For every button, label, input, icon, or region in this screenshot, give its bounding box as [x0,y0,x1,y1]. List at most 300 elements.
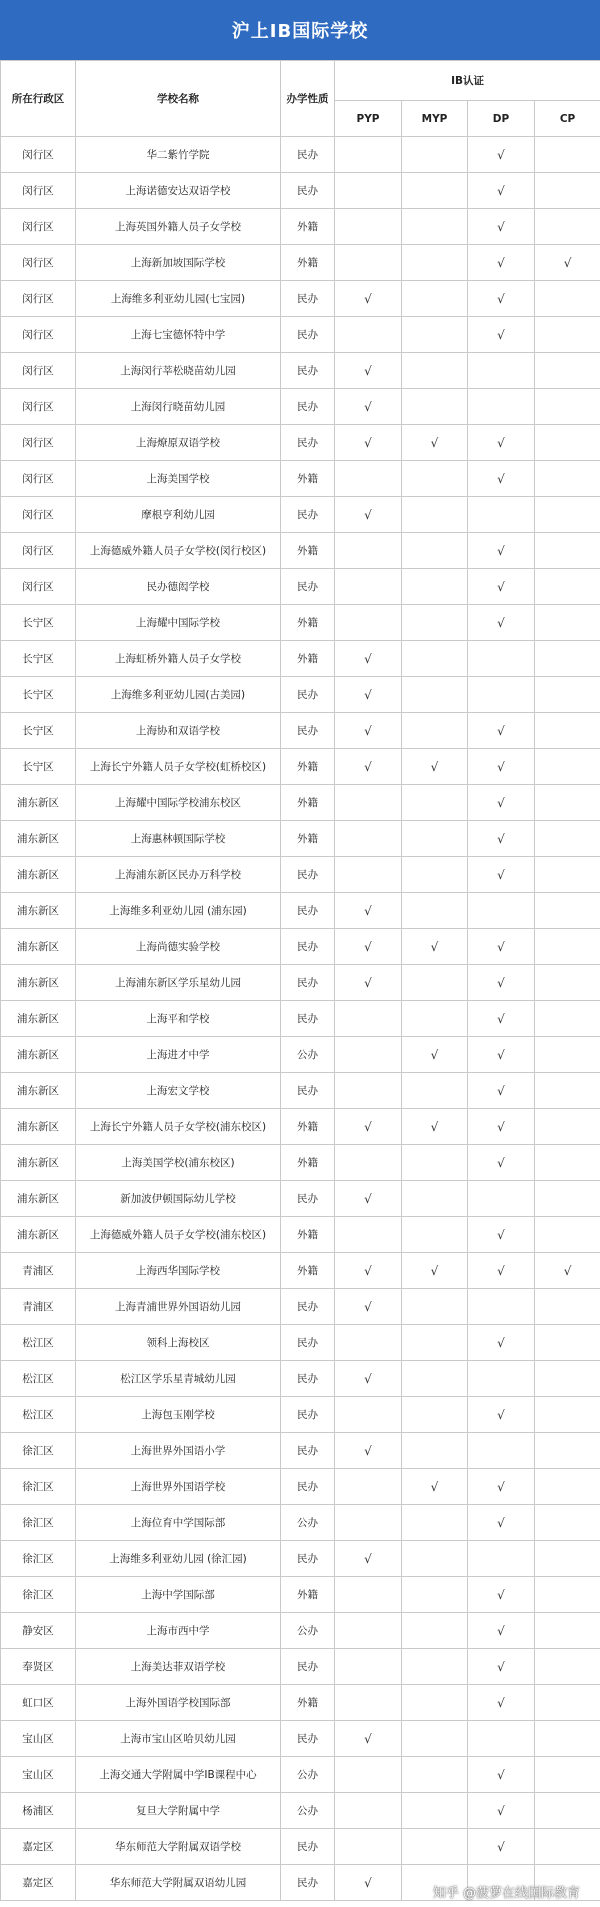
cell-pyp: √ [335,425,402,461]
table-row [1,1181,600,1217]
cell-school-name: 上海市宝山区哈贝幼儿园 [76,1721,281,1757]
cell-cp [535,1145,600,1181]
table-row [1,1721,600,1757]
cell-district: 杨浦区 [1,1793,76,1829]
cell-school-name: 华东师范大学附属双语学校 [76,1829,281,1865]
cell-dp: √ [468,605,535,641]
cell-myp: √ [402,1253,468,1289]
table-row [1,1685,600,1721]
table-row [1,605,600,641]
cell-dp: √ [468,533,535,569]
cell-district: 奉贤区 [1,1649,76,1685]
cell-school-type: 民办 [281,317,335,353]
table-row [1,533,600,569]
cell-dp: √ [468,1109,535,1145]
cell-district: 闵行区 [1,245,76,281]
cell-pyp [335,533,402,569]
table-row [1,893,600,929]
cell-school-type: 民办 [281,1181,335,1217]
cell-cp [535,317,600,353]
cell-district: 青浦区 [1,1253,76,1289]
table-row [1,1037,600,1073]
cell-pyp [335,209,402,245]
cell-myp [402,785,468,821]
cell-cp [535,1037,600,1073]
cell-dp [468,677,535,713]
cell-school-name: 上海闵行莘松晓苗幼儿园 [76,353,281,389]
cell-cp [535,785,600,821]
cell-dp [468,497,535,533]
cell-pyp [335,173,402,209]
cell-dp: √ [468,965,535,1001]
page-title: 沪上IB国际学校 [0,0,600,60]
cell-school-name: 上海耀中国际学校浦东校区 [76,785,281,821]
cell-dp: √ [468,1469,535,1505]
cell-school-type: 外籍 [281,641,335,677]
cell-district: 宝山区 [1,1757,76,1793]
cell-school-type: 外籍 [281,461,335,497]
header-dp: DP [468,101,535,137]
cell-school-name: 上海外国语学校国际部 [76,1685,281,1721]
cell-pyp [335,461,402,497]
cell-district: 长宁区 [1,749,76,785]
cell-school-name: 上海长宁外籍人员子女学校(虹桥校区) [76,749,281,785]
cell-pyp: √ [335,1181,402,1217]
cell-school-name: 上海维多利亚幼儿园(七宝园) [76,281,281,317]
cell-district: 浦东新区 [1,785,76,821]
cell-myp [402,389,468,425]
cell-pyp [335,821,402,857]
cell-school-name: 上海宏文学校 [76,1073,281,1109]
cell-district: 长宁区 [1,641,76,677]
cell-school-name: 上海虹桥外籍人员子女学校 [76,641,281,677]
cell-district: 闵行区 [1,353,76,389]
cell-cp [535,1577,600,1613]
cell-school-name: 上海维多利亚幼儿园(古美园) [76,677,281,713]
cell-myp [402,173,468,209]
cell-district: 松江区 [1,1361,76,1397]
cell-cp [535,1001,600,1037]
cell-myp [402,1577,468,1613]
cell-myp [402,1829,468,1865]
cell-school-name: 上海西华国际学校 [76,1253,281,1289]
cell-pyp [335,1505,402,1541]
cell-pyp [335,1217,402,1253]
cell-myp [402,641,468,677]
cell-school-type: 民办 [281,281,335,317]
cell-school-name: 上海进才中学 [76,1037,281,1073]
table-row [1,677,600,713]
cell-district: 闵行区 [1,425,76,461]
cell-dp: √ [468,209,535,245]
cell-myp [402,461,468,497]
cell-pyp [335,1613,402,1649]
cell-district: 浦东新区 [1,1181,76,1217]
cell-school-name: 上海平和学校 [76,1001,281,1037]
cell-school-type: 民办 [281,569,335,605]
cell-myp [402,1649,468,1685]
cell-district: 浦东新区 [1,1001,76,1037]
cell-myp [402,245,468,281]
cell-district: 松江区 [1,1325,76,1361]
cell-dp [468,1541,535,1577]
cell-cp [535,173,600,209]
cell-myp [402,1145,468,1181]
cell-pyp [335,1793,402,1829]
cell-school-name: 上海七宝德怀特中学 [76,317,281,353]
cell-myp [402,1433,468,1469]
table-row [1,1145,600,1181]
cell-district: 徐汇区 [1,1433,76,1469]
cell-pyp: √ [335,281,402,317]
cell-school-name: 上海浦东新区学乐星幼儿园 [76,965,281,1001]
cell-cp [535,1361,600,1397]
cell-dp: √ [468,1685,535,1721]
cell-myp [402,1325,468,1361]
cell-school-type: 民办 [281,425,335,461]
cell-myp [402,1685,468,1721]
cell-school-type: 民办 [281,137,335,173]
cell-school-name: 上海协和双语学校 [76,713,281,749]
cell-district: 浦东新区 [1,821,76,857]
cell-school-type: 外籍 [281,785,335,821]
cell-district: 浦东新区 [1,929,76,965]
cell-dp: √ [468,1505,535,1541]
cell-cp [535,1325,600,1361]
table-row [1,1397,600,1433]
cell-district: 长宁区 [1,605,76,641]
cell-myp: √ [402,1037,468,1073]
cell-dp: √ [468,245,535,281]
cell-district: 青浦区 [1,1289,76,1325]
cell-dp: √ [468,1037,535,1073]
cell-cp [535,1649,600,1685]
header-ib-certification: IB认证 [335,61,600,101]
header-cp: CP [535,101,600,137]
cell-dp: √ [468,821,535,857]
cell-myp [402,893,468,929]
cell-school-name: 新加波伊顿国际幼儿学校 [76,1181,281,1217]
cell-cp [535,1721,600,1757]
table-row [1,1253,600,1289]
table-row [1,1577,600,1613]
watermark-text: 知乎 @菠萝在线国际教育 [432,1886,580,1901]
cell-district: 长宁区 [1,677,76,713]
cell-school-type: 民办 [281,713,335,749]
cell-myp [402,1361,468,1397]
cell-school-type: 外籍 [281,1145,335,1181]
cell-pyp: √ [335,893,402,929]
cell-school-name: 上海燎原双语学校 [76,425,281,461]
cell-district: 闵行区 [1,173,76,209]
cell-pyp [335,245,402,281]
table-row [1,713,600,749]
cell-myp [402,1721,468,1757]
cell-district: 静安区 [1,1613,76,1649]
cell-cp [535,281,600,317]
table-row [1,1073,600,1109]
cell-pyp: √ [335,1433,402,1469]
cell-school-type: 公办 [281,1613,335,1649]
cell-pyp [335,785,402,821]
cell-school-name: 上海中学国际部 [76,1577,281,1613]
cell-pyp [335,1577,402,1613]
cell-cp [535,677,600,713]
cell-school-name: 上海包玉刚学校 [76,1397,281,1433]
cell-school-type: 外籍 [281,245,335,281]
cell-dp: √ [468,713,535,749]
cell-district: 宝山区 [1,1721,76,1757]
cell-dp [468,641,535,677]
cell-dp: √ [468,1613,535,1649]
table-row [1,317,600,353]
cell-district: 浦东新区 [1,1145,76,1181]
cell-school-type: 民办 [281,173,335,209]
table-row [1,209,600,245]
cell-dp: √ [468,1649,535,1685]
cell-pyp: √ [335,749,402,785]
table-row [1,389,600,425]
table-row [1,245,600,281]
table-row [1,461,600,497]
cell-school-type: 民办 [281,1649,335,1685]
cell-school-type: 外籍 [281,605,335,641]
cell-cp [535,965,600,1001]
cell-cp [535,1793,600,1829]
cell-school-type: 民办 [281,1721,335,1757]
cell-school-name: 领科上海校区 [76,1325,281,1361]
table-row [1,569,600,605]
cell-myp [402,713,468,749]
cell-pyp [335,1397,402,1433]
cell-cp [535,749,600,785]
table-row [1,1505,600,1541]
cell-district: 徐汇区 [1,1469,76,1505]
cell-myp: √ [402,1469,468,1505]
cell-pyp: √ [335,1253,402,1289]
table-row [1,1289,600,1325]
cell-cp [535,893,600,929]
cell-school-name: 上海尚德实验学校 [76,929,281,965]
cell-cp [535,1469,600,1505]
cell-school-type: 民办 [281,389,335,425]
cell-district: 浦东新区 [1,965,76,1001]
cell-school-name: 上海美国学校 [76,461,281,497]
cell-cp [535,1541,600,1577]
cell-myp [402,1613,468,1649]
cell-school-type: 民办 [281,1073,335,1109]
cell-school-name: 华东师范大学附属双语幼儿园 [76,1865,281,1901]
cell-school-name: 上海浦东新区民办万科学校 [76,857,281,893]
cell-district: 浦东新区 [1,1217,76,1253]
cell-cp [535,713,600,749]
cell-cp [535,209,600,245]
cell-district: 徐汇区 [1,1577,76,1613]
cell-pyp [335,1145,402,1181]
school-table [0,60,600,1901]
cell-district: 浦东新区 [1,1037,76,1073]
cell-district: 闵行区 [1,497,76,533]
cell-pyp: √ [335,1289,402,1325]
cell-myp [402,821,468,857]
cell-dp: √ [468,1397,535,1433]
cell-school-name: 华二紫竹学院 [76,137,281,173]
cell-dp: √ [468,281,535,317]
cell-cp [535,569,600,605]
table-row [1,425,600,461]
cell-dp: √ [468,749,535,785]
cell-dp: √ [468,857,535,893]
cell-dp: √ [468,1253,535,1289]
cell-myp [402,1793,468,1829]
cell-pyp: √ [335,677,402,713]
cell-pyp [335,1469,402,1505]
cell-cp [535,929,600,965]
cell-dp [468,353,535,389]
cell-myp [402,1073,468,1109]
cell-cp [535,1829,600,1865]
cell-school-type: 民办 [281,1541,335,1577]
cell-school-type: 民办 [281,1325,335,1361]
cell-cp [535,1613,600,1649]
cell-school-name: 民办德闳学校 [76,569,281,605]
cell-cp [535,353,600,389]
cell-myp [402,1289,468,1325]
cell-school-type: 外籍 [281,1109,335,1145]
cell-school-type: 民办 [281,857,335,893]
cell-pyp [335,605,402,641]
cell-district: 闵行区 [1,533,76,569]
table-body [1,137,600,1901]
table-row [1,641,600,677]
cell-myp [402,1397,468,1433]
cell-pyp [335,1037,402,1073]
cell-myp [402,533,468,569]
cell-pyp: √ [335,713,402,749]
cell-district: 浦东新区 [1,857,76,893]
cell-school-name: 上海新加坡国际学校 [76,245,281,281]
cell-pyp: √ [335,929,402,965]
cell-cp [535,1505,600,1541]
cell-school-name: 上海美达菲双语学校 [76,1649,281,1685]
cell-district: 浦东新区 [1,1109,76,1145]
cell-cp [535,821,600,857]
cell-dp: √ [468,1145,535,1181]
cell-district: 闵行区 [1,569,76,605]
cell-school-name: 上海世界外国语小学 [76,1433,281,1469]
cell-dp: √ [468,929,535,965]
cell-school-type: 公办 [281,1037,335,1073]
cell-school-name: 上海维多利亚幼儿园 (徐汇园) [76,1541,281,1577]
cell-dp: √ [468,1577,535,1613]
cell-school-name: 上海交通大学附属中学IB课程中心 [76,1757,281,1793]
cell-dp [468,1433,535,1469]
cell-district: 浦东新区 [1,893,76,929]
cell-myp [402,209,468,245]
cell-pyp [335,1001,402,1037]
cell-pyp [335,1649,402,1685]
cell-cp [535,1433,600,1469]
table-row [1,281,600,317]
cell-school-type: 外籍 [281,749,335,785]
cell-pyp [335,857,402,893]
cell-myp [402,965,468,1001]
cell-cp [535,605,600,641]
cell-dp [468,1289,535,1325]
table-row [1,929,600,965]
cell-myp [402,281,468,317]
cell-school-name: 上海美国学校(浦东校区) [76,1145,281,1181]
cell-school-name: 上海英国外籍人员子女学校 [76,209,281,245]
cell-myp: √ [402,1109,468,1145]
cell-myp: √ [402,929,468,965]
cell-cp [535,137,600,173]
cell-school-type: 民办 [281,497,335,533]
cell-myp [402,1505,468,1541]
cell-school-type: 外籍 [281,209,335,245]
cell-pyp [335,137,402,173]
cell-dp: √ [468,1793,535,1829]
cell-dp: √ [468,1001,535,1037]
cell-district: 闵行区 [1,209,76,245]
cell-school-type: 外籍 [281,1253,335,1289]
cell-dp: √ [468,173,535,209]
header-school-type: 办学性质 [281,61,335,137]
cell-dp: √ [468,317,535,353]
cell-myp [402,353,468,389]
cell-school-name: 上海德威外籍人员子女学校(闵行校区) [76,533,281,569]
cell-district: 虹口区 [1,1685,76,1721]
cell-district: 徐汇区 [1,1505,76,1541]
cell-school-type: 民办 [281,893,335,929]
cell-district: 嘉定区 [1,1865,76,1901]
cell-school-name: 上海位育中学国际部 [76,1505,281,1541]
cell-cp [535,1109,600,1145]
cell-district: 浦东新区 [1,1073,76,1109]
cell-school-type: 外籍 [281,1217,335,1253]
cell-school-type: 民办 [281,677,335,713]
cell-pyp: √ [335,1361,402,1397]
cell-school-name: 摩根亨利幼儿园 [76,497,281,533]
cell-school-name: 上海诺德安达双语学校 [76,173,281,209]
table-row [1,965,600,1001]
table-row [1,1829,600,1865]
cell-school-type: 公办 [281,1793,335,1829]
cell-myp [402,1217,468,1253]
cell-pyp: √ [335,965,402,1001]
cell-school-type: 民办 [281,1361,335,1397]
table-header [1,61,600,137]
cell-dp: √ [468,1073,535,1109]
cell-school-name: 上海德威外籍人员子女学校(浦东校区) [76,1217,281,1253]
cell-dp [468,1361,535,1397]
table-row [1,857,600,893]
cell-school-type: 民办 [281,1865,335,1901]
cell-school-name: 上海闵行晓苗幼儿园 [76,389,281,425]
cell-cp [535,497,600,533]
cell-myp: √ [402,749,468,785]
cell-school-type: 民办 [281,1829,335,1865]
cell-pyp: √ [335,1109,402,1145]
cell-pyp: √ [335,1721,402,1757]
cell-school-type: 外籍 [281,533,335,569]
cell-school-type: 民办 [281,929,335,965]
cell-pyp: √ [335,389,402,425]
cell-myp [402,1001,468,1037]
cell-dp: √ [468,1829,535,1865]
cell-school-name: 上海惠林顿国际学校 [76,821,281,857]
cell-pyp: √ [335,497,402,533]
